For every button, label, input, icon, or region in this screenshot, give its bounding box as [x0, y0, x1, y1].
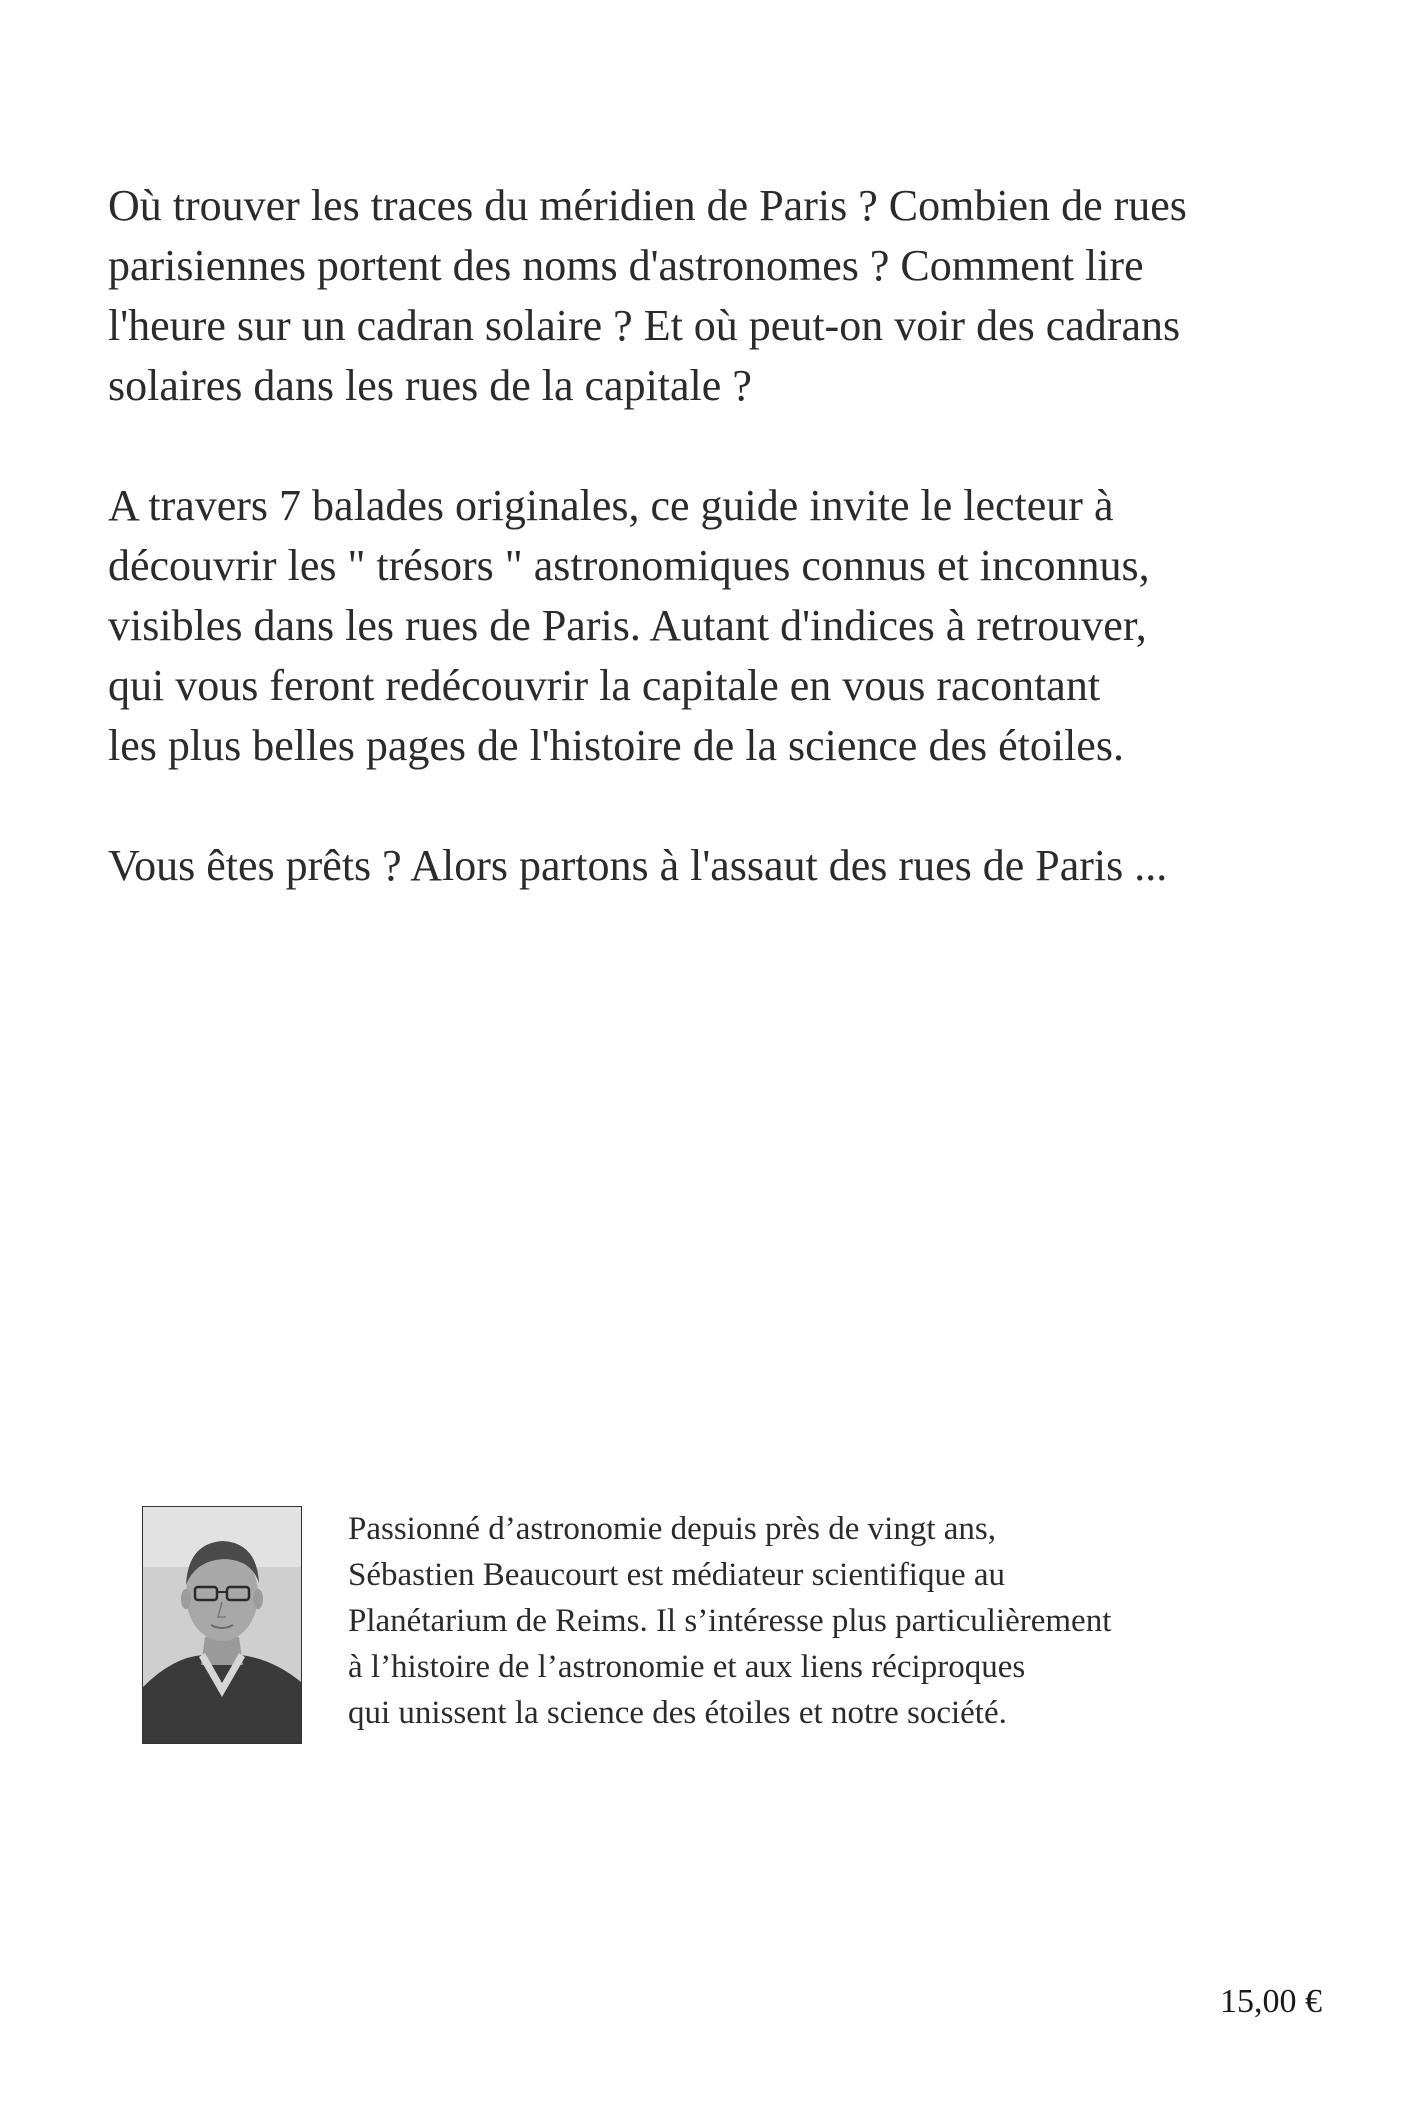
text-line: découvrir les " trésors " astronomiques connus et inconnus, — [108, 541, 1150, 590]
text-line: parisiennes portent des noms d'astronomes ? Comment lire — [108, 241, 1144, 290]
description-paragraph-3 — [108, 836, 1348, 896]
bio-line: à l’histoire de l’astronomie et aux liens réciproques — [348, 1649, 1026, 1685]
description-paragraph-2 — [108, 476, 1348, 776]
author-photo — [142, 1506, 302, 1744]
text-line: A travers 7 balades originales, ce guide invite le lecteur à — [108, 481, 1114, 530]
bio-line: Planétarium de Reims. Il s’intéresse plus particulièrement — [348, 1603, 1112, 1639]
author-bio — [348, 1506, 1111, 1736]
bio-line: Passionné d’astronomie depuis près de vingt ans, — [348, 1511, 996, 1547]
text-line: Vous êtes prêts ? Alors partons à l'assaut des rues de Paris ... — [108, 841, 1168, 890]
text-line: l'heure sur un cadran solaire ? Et où peut-on voir des cadrans — [108, 301, 1181, 350]
description-paragraph-1 — [108, 176, 1348, 416]
bio-line: Sébastien Beaucourt est médiateur scientifique au — [348, 1557, 1006, 1593]
author-portrait-icon — [143, 1507, 301, 1743]
text-line: qui vous feront redécouvrir la capitale en vous racontant — [108, 661, 1101, 710]
bio-line: qui unissent la science des étoiles et notre société. — [348, 1695, 1007, 1731]
text-line: Où trouver les traces du méridien de Paris ? Combien de rues — [108, 181, 1187, 230]
author-section — [142, 1506, 1342, 1746]
text-line: visibles dans les rues de Paris. Autant d'indices à retrouver, — [108, 601, 1147, 650]
back-cover-description — [108, 176, 1348, 956]
text-line: solaires dans les rues de la capitale ? — [108, 361, 752, 410]
price-label: 15,00 € — [1220, 1983, 1322, 2020]
text-line: les plus belles pages de l'histoire de la science des étoiles. — [108, 721, 1124, 770]
